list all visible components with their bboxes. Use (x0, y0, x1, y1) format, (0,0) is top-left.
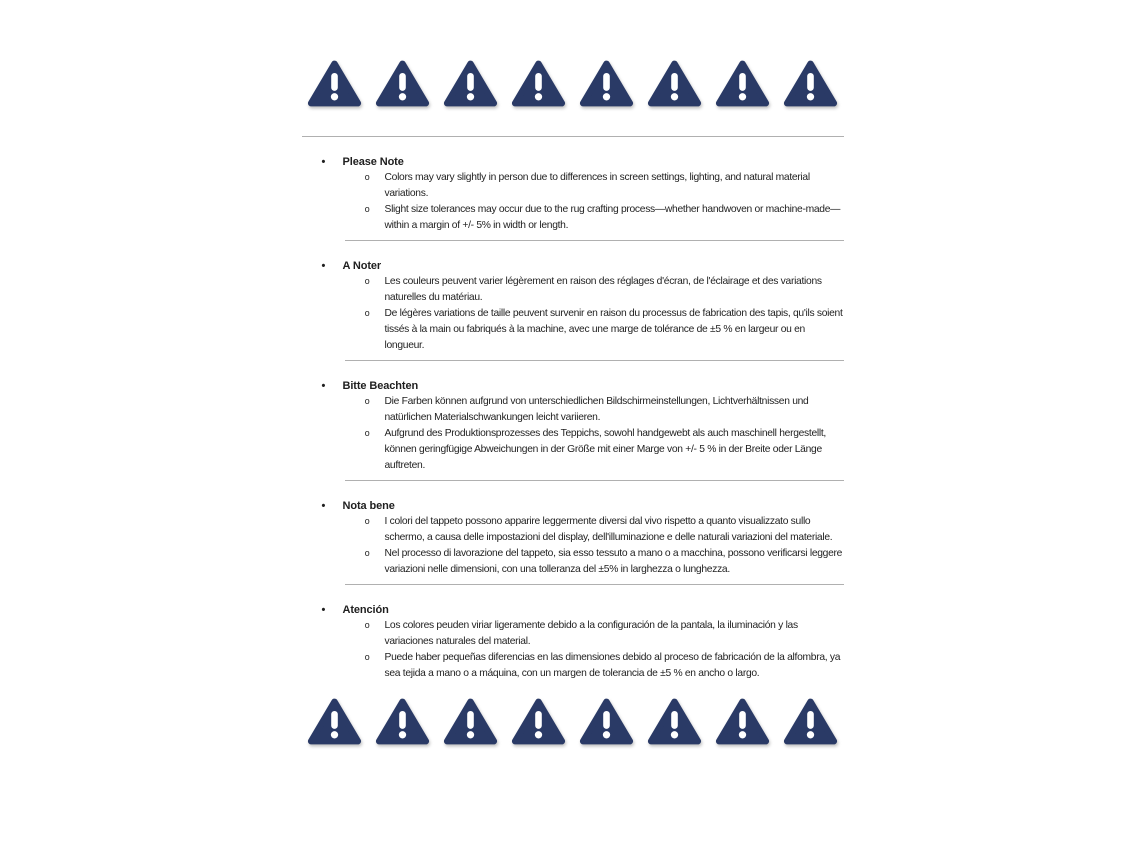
note-item-text: Les couleurs peuvent varier légèrement en raison des réglages d'écran, de l'éclairage et des variations naturelles du matériau. (384, 276, 822, 303)
sub-bullet-marker: o (364, 205, 370, 215)
section-items (302, 274, 844, 354)
note-item-text: Slight size tolerances may occur due to the rug crafting process—whether handwoven or machine-made—within a margin of +/- 5% in width or length. (384, 204, 841, 231)
section-items (302, 618, 844, 682)
note-item (302, 546, 844, 578)
section-items (302, 514, 844, 578)
sub-bullet-marker: o (364, 429, 370, 439)
note-item (302, 274, 844, 306)
sub-bullet-marker: o (364, 621, 370, 631)
section-heading-row (302, 154, 844, 170)
note-item (302, 426, 844, 474)
section-heading: Please Note (342, 156, 404, 168)
divider-indented (345, 584, 844, 585)
warning-triangle-icon (715, 696, 770, 747)
section-heading: Atención (342, 604, 389, 616)
warning-triangle-icon (647, 696, 702, 747)
divider-indented (345, 480, 844, 481)
warning-icon-row-bottom (302, 696, 844, 747)
note-item-text: I colori del tappeto possono apparire leggermente diversi dal vivo rispetto a quanto visualizzato sullo schermo, a causa delle impostazioni del display, dell'illuminazione e delle naturali variazioni del materiale. (384, 516, 833, 543)
warning-triangle-icon (647, 58, 702, 109)
note-item-text: Nel processo di lavorazione del tappeto, sia esso tessuto a mano o a macchina, possono verificarsi leggere variazioni nelle dimensioni, con una tolleranza del ±5% in larghezza o lunghezza. (384, 548, 843, 575)
note-item-text: De légères variations de taille peuvent survenir en raison du processus de fabrication des tapis, qu'ils soient tissés à la main ou fabriqués à la machine, avec une marge de tolérance de ±5 % en largeur ou en longueur. (384, 308, 843, 351)
sub-bullet-marker: o (364, 173, 370, 183)
sub-bullet-marker: o (364, 397, 370, 407)
warning-triangle-icon (715, 58, 770, 109)
divider-indented (345, 360, 844, 361)
warning-triangle-icon (375, 58, 430, 109)
section-items (302, 394, 844, 474)
section-heading-row (302, 258, 844, 274)
warning-triangle-icon (579, 696, 634, 747)
note-item-text: Aufgrund des Produktionsprozesses des Teppichs, sowohl handgewebt als auch maschinell hergestellt, können geringfügige Abweichungen in der Größe mit einer Marge von +/- 5 % in der Breite oder Länge auftreten. (384, 428, 826, 471)
note-item (302, 394, 844, 426)
note-item-text: Puede haber pequeñas diferencias en las dimensiones debido al proceso de fabricación de la alfombra, ya sea tejida a mano o a máquina, con un margen de tolerancia de ±5 % en ancho o largo. (384, 652, 841, 679)
warning-triangle-icon (783, 696, 838, 747)
note-section (302, 378, 844, 474)
warning-triangle-icon (375, 696, 430, 747)
warning-triangle-icon (511, 58, 566, 109)
sub-bullet-marker: o (364, 549, 370, 559)
note-item (302, 306, 844, 354)
warning-triangle-icon (307, 58, 362, 109)
divider-indented (345, 240, 844, 241)
sub-bullet-marker: o (364, 517, 370, 527)
note-item (302, 618, 844, 650)
note-item (302, 650, 844, 682)
note-item-text: Los colores peuden viriar ligeramente debido a la configuración de la pantala, la iluminación y las variaciones naturales del material. (384, 620, 798, 647)
note-item (302, 170, 844, 202)
warning-triangle-icon (511, 696, 566, 747)
warning-triangle-icon (783, 58, 838, 109)
note-section (302, 602, 844, 682)
note-section (302, 258, 844, 354)
section-heading: Nota bene (342, 500, 395, 512)
bullet-marker: • (321, 380, 326, 392)
sub-bullet-marker: o (364, 653, 370, 663)
warning-triangle-icon (307, 696, 362, 747)
document-page (302, 0, 844, 747)
sub-bullet-marker: o (364, 277, 370, 287)
bullet-marker: • (321, 604, 326, 616)
section-items (302, 170, 844, 234)
section-heading-row (302, 602, 844, 618)
section-heading-row (302, 378, 844, 394)
note-item (302, 514, 844, 546)
note-sections (302, 154, 844, 682)
section-heading: A Noter (342, 260, 382, 272)
sub-bullet-marker: o (364, 309, 370, 319)
bullet-marker: • (321, 500, 326, 512)
warning-triangle-icon (579, 58, 634, 109)
note-item-text: Die Farben können aufgrund von unterschiedlichen Bildschirmeinstellungen, Lichtverhältnissen und natürlichen Materialschwankungen leicht variieren. (384, 396, 809, 423)
divider-full (302, 136, 844, 137)
bullet-marker: • (321, 156, 326, 168)
bullet-marker: • (321, 260, 326, 272)
section-heading-row (302, 498, 844, 514)
section-heading: Bitte Beachten (342, 380, 419, 392)
warning-triangle-icon (443, 696, 498, 747)
warning-triangle-icon (443, 58, 498, 109)
warning-icon-row-top (302, 58, 844, 109)
note-section (302, 154, 844, 234)
note-section (302, 498, 844, 578)
note-item-text: Colors may vary slightly in person due to differences in screen settings, lighting, and natural material variations. (384, 172, 810, 199)
note-item (302, 202, 844, 234)
